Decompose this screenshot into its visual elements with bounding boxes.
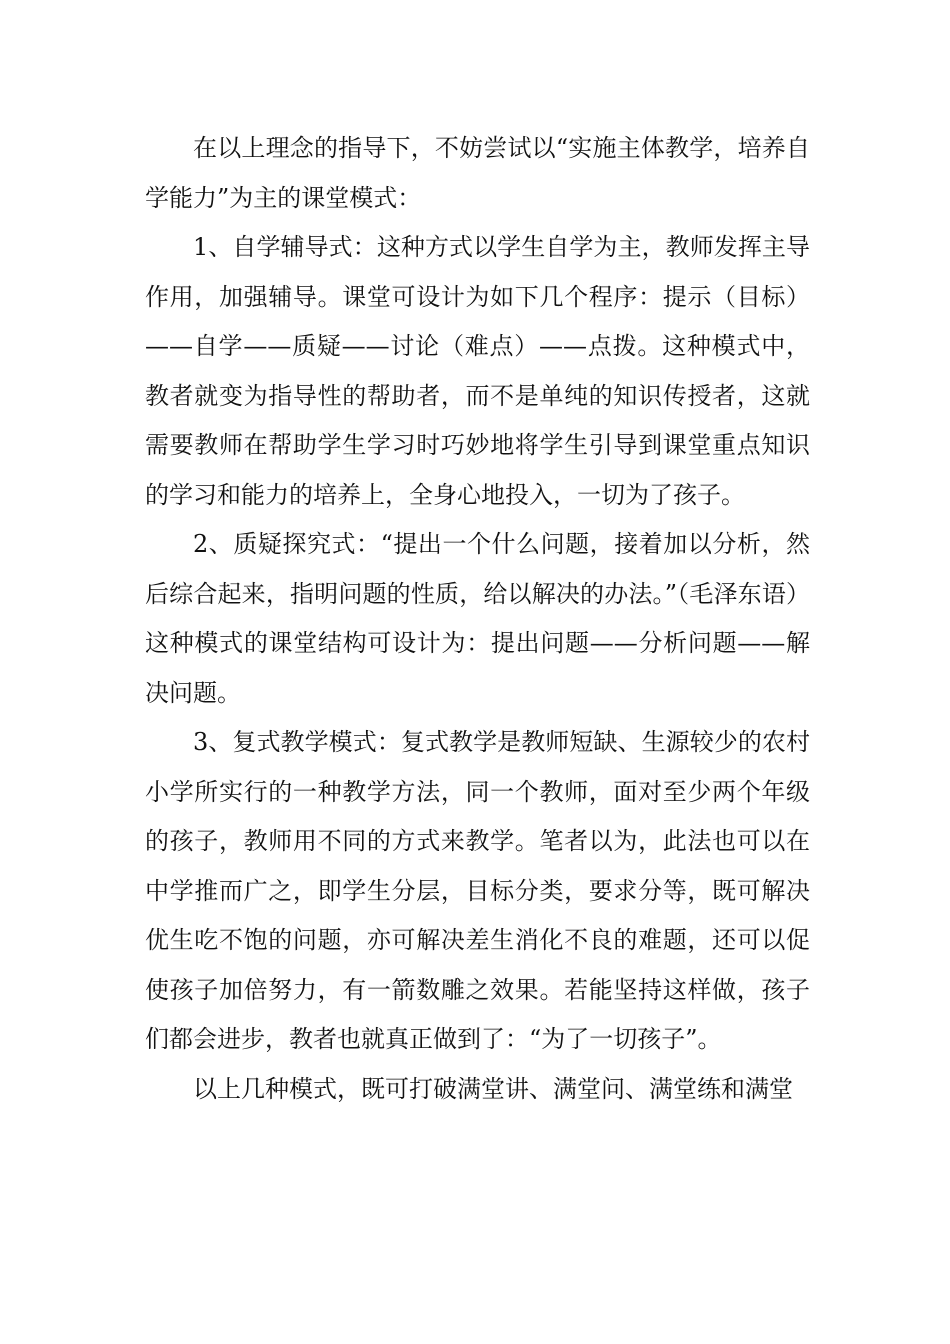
paragraph-multi-grade-mode: 3、复式教学模式：复式教学是教师短缺、生源较少的农村小学所实行的一种教学方法，同一个教师，面对至少两个年级的孩子，教师用不同的方式来教学。笔者以为，此法也可以在中学推而广之，即学生分层，目标分类，要求分等，既可解决优生吃不饱的问题，亦可解决差生消化不良的难题，还可以促使孩子加倍努力，有一箭数雕之效果。若能坚持这样做，孩子们都会进步，教者也就真正做到了：“为了一切孩子”。 <box>145 728 810 1053</box>
paragraph-self-study-mode: 1、自学辅导式：这种方式以学生自学为主，教师发挥主导作用，加强辅导。课堂可设计为如下几个程序：提示（目标）——自学——质疑——讨论（难点）——点拨。这种模式中，教者就变为指导性的帮助者，而不是单纯的知识传授者，这就需要教师在帮助学生学习时巧妙地将学生引导到课堂重点知识的学习和能力的培养上，全身心地投入，一切为了孩子。 <box>145 233 810 509</box>
paragraph-inquiry-mode: 2、质疑探究式：“提出一个什么问题，接着加以分析，然后综合起来，指明问题的性质，给以解决的办法。”（毛泽东语）这种模式的课堂结构可设计为：提出问题——分析问题——解决问题。 <box>145 530 810 707</box>
document-page <box>145 124 810 1114</box>
paragraph-summary: 以上几种模式，既可打破满堂讲、满堂问、满堂练和满堂 <box>193 1074 793 1103</box>
paragraph-intro: 在以上理念的指导下，不妨尝试以“实施主体教学，培养自学能力”为主的课堂模式： <box>145 134 810 212</box>
